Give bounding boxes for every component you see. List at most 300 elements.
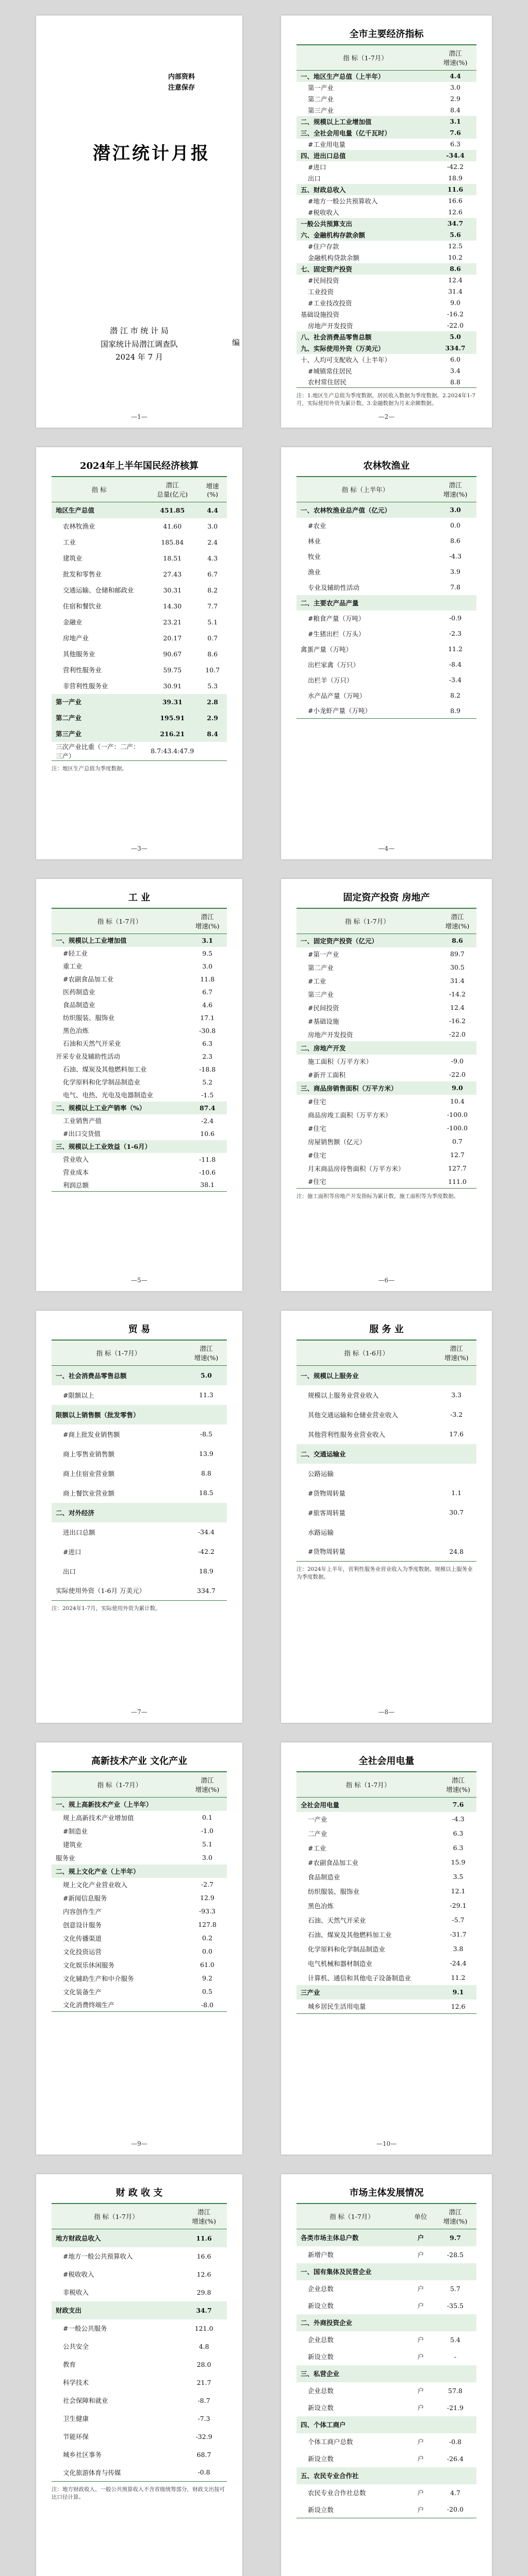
table-row — [52, 1865, 227, 1878]
row-value: 0.2 — [202, 1934, 212, 1942]
row-value — [407, 2416, 434, 2433]
table-head — [52, 1341, 227, 1366]
table-row — [296, 2433, 476, 2450]
row-value — [188, 1865, 227, 1878]
row-value: 17.1 — [200, 1013, 215, 1022]
table-row — [296, 1927, 476, 1942]
row-value: 3.0 — [207, 522, 218, 530]
table-row — [296, 1542, 476, 1562]
row-value: 6.7 — [202, 988, 213, 996]
table-row — [296, 533, 476, 549]
row-value: 8.8 — [434, 377, 476, 388]
row-label: 个体工商户总数 — [308, 2438, 353, 2446]
row-value — [407, 2263, 434, 2280]
row-label: #限额以上 — [63, 1391, 94, 1399]
row-label: 房屋销售额（亿元） — [308, 1138, 366, 1146]
row-value: 0.0 — [450, 521, 460, 529]
row-label: 文化投资运营 — [63, 1947, 102, 1956]
column-header-city_rate — [436, 1341, 476, 1366]
table-row — [296, 1122, 476, 1135]
data-table — [296, 45, 476, 388]
row-value: -22.0 — [449, 1030, 466, 1038]
row-label: 石油、煤炭及其他燃料加工业 — [308, 1930, 392, 1939]
page-title: 市场主体发展情况 — [349, 2188, 424, 2198]
row-value: 5.4 — [450, 2335, 460, 2344]
row-label: 水路运输 — [308, 1528, 334, 1536]
data-table — [52, 477, 227, 761]
row-label: 内容创作生产 — [63, 1907, 102, 1916]
row-label: 禽蛋产量（万吨） — [301, 645, 353, 653]
column-header-unit: 单位 — [407, 2204, 434, 2229]
table-row — [296, 2365, 476, 2382]
table-row — [296, 595, 476, 611]
row-label: #工业 — [308, 1844, 326, 1852]
page-number: —3— — [131, 845, 147, 852]
table-row — [52, 1905, 227, 1918]
table-row — [296, 184, 476, 195]
page-p12 — [281, 2174, 492, 2576]
row-label: #一般公共服务 — [63, 2325, 107, 2332]
row-value: -1.0 — [201, 1827, 214, 1835]
row-value: 2.8 — [198, 694, 227, 710]
row-label: 医药制造业 — [63, 988, 95, 996]
table-head — [52, 477, 227, 502]
header-city: 潜江 — [450, 1345, 463, 1352]
row-label: #出口交货值 — [63, 1130, 101, 1138]
header-city: 潜江 — [449, 49, 462, 57]
row-value: 8.6 — [207, 650, 218, 658]
table-row — [296, 354, 476, 365]
table-head — [296, 2204, 476, 2229]
row-label: #民间投资 — [308, 276, 339, 284]
table-row — [52, 630, 227, 646]
row-value: -0.9 — [449, 614, 462, 622]
table-row — [296, 518, 476, 533]
table-body — [52, 934, 227, 1192]
table-row — [52, 1024, 227, 1037]
row-value: 8.6 — [450, 537, 460, 545]
row-value: 59.75 — [163, 666, 182, 674]
row-label: #旅客周转量 — [308, 1509, 345, 1517]
row-value: 户 — [417, 2404, 424, 2412]
row-value: 451.85 — [146, 502, 198, 518]
row-value: 20.17 — [163, 634, 182, 642]
header-row — [296, 1341, 476, 1366]
row-value: -8.4 — [449, 660, 462, 668]
row-value: -34.4 — [434, 150, 476, 161]
table-row — [296, 1999, 476, 2014]
table-row — [52, 1089, 227, 1101]
table-row — [296, 688, 476, 703]
row-label: 第二产业 — [52, 710, 146, 726]
table-row — [52, 1838, 227, 1851]
table-row — [52, 1425, 227, 1444]
row-value: 4.4 — [434, 71, 476, 82]
row-value: 216.21 — [146, 726, 198, 742]
footnote: 注：施工面积等房地产开发指标为累计数，施工面积等为季度数据。 — [296, 1193, 459, 1199]
table-row — [296, 934, 476, 947]
row-label: #农业 — [308, 521, 326, 530]
cover-tag-line: 内部资料 — [168, 73, 195, 81]
row-label: 施工面积（万平方米） — [308, 1057, 373, 1065]
row-value: -20.0 — [434, 2501, 476, 2518]
row-label: 三、私营企业 — [296, 2365, 407, 2382]
column-header-city_rate — [434, 477, 476, 502]
row-value: 2.9 — [198, 710, 227, 726]
row-label: 企业总数 — [308, 2285, 334, 2293]
row-label: 文化消费终端生产 — [52, 1998, 188, 2012]
row-label: 房地产开发投资 — [308, 1030, 353, 1039]
publisher-org2: 国家统计局潜江调查队 — [100, 339, 178, 349]
row-value: 30.31 — [163, 586, 182, 594]
table-row — [296, 1014, 476, 1028]
table-row — [52, 678, 227, 694]
header-rate: 增速(%) — [446, 1786, 470, 1793]
column-header-city_rate — [440, 1772, 476, 1798]
table-row — [296, 241, 476, 252]
row-value: -26.4 — [447, 2454, 464, 2463]
row-label: 石油和天然气开采业 — [63, 1040, 121, 1047]
row-value: 9.5 — [202, 949, 213, 957]
row-value: -5.7 — [452, 1916, 465, 1924]
table-row — [296, 150, 476, 161]
row-value: -4.3 — [449, 552, 462, 560]
row-value: 8.9 — [434, 703, 476, 719]
page-p5 — [36, 879, 242, 1291]
table-row — [52, 1998, 227, 2012]
column-header-city_rate — [434, 2204, 476, 2229]
data-table — [52, 1772, 227, 2012]
row-label: 工业销售产值 — [63, 1117, 102, 1125]
row-value: - — [454, 2352, 457, 2361]
row-label: 新设立数 — [308, 2302, 334, 2310]
row-value: -7.3 — [197, 2414, 210, 2422]
page-number: —10— — [376, 2140, 397, 2147]
table-row — [52, 710, 227, 726]
row-label: 创意设计服务 — [63, 1921, 102, 1929]
row-label: 一、规模以上工业增加值 — [52, 934, 188, 947]
row-value — [407, 2314, 434, 2331]
page-p6 — [281, 879, 492, 1291]
table-row — [296, 173, 476, 184]
row-label: 第二产业 — [308, 95, 334, 103]
row-label: 黑色冶炼 — [63, 1027, 89, 1035]
row-label: 石油、煤炭及其他燃料加工业 — [63, 1065, 147, 1073]
row-value: 11.6 — [434, 184, 476, 195]
row-label: 电气、电热、光电及电器制造业 — [63, 1091, 154, 1099]
table-row — [296, 1812, 476, 1826]
row-value: -42.2 — [447, 163, 464, 171]
row-label: 教育 — [63, 2361, 76, 2368]
row-value: 21.7 — [196, 2378, 211, 2386]
row-value: 3.0 — [434, 502, 476, 518]
row-label: 交通运输、仓储和邮政业 — [63, 586, 134, 594]
row-label: #工业 — [308, 977, 326, 985]
row-value: 12.9 — [200, 1894, 214, 1902]
row-value: -1.5 — [201, 1091, 214, 1099]
row-value: 7.6 — [440, 1798, 476, 1812]
table-row — [52, 2301, 227, 2319]
header-rate: 增速(%) — [195, 1786, 220, 1793]
row-value: 3.3 — [451, 1391, 462, 1399]
table-row — [296, 1028, 476, 1041]
row-value: 户 — [417, 2285, 424, 2293]
header-row — [52, 1341, 227, 1366]
table-row — [52, 1891, 227, 1905]
row-value: 28.0 — [196, 2360, 211, 2368]
row-label: 文化装备生产 — [63, 1988, 102, 1996]
row-label: 三、规模以上工业效益（1-6月） — [52, 1140, 188, 1153]
header-row — [52, 2204, 227, 2229]
table-row — [296, 2331, 476, 2348]
table-row — [296, 974, 476, 988]
row-label: #工业技改投资 — [308, 299, 352, 307]
header-city: 潜江 — [166, 481, 179, 489]
table-row — [296, 961, 476, 974]
row-value: 87.4 — [188, 1101, 227, 1114]
table-head — [296, 1772, 476, 1798]
column-header-city_rate — [438, 909, 476, 934]
table-row — [296, 275, 476, 286]
row-value: 3.1 — [188, 934, 227, 947]
table-row — [296, 2382, 476, 2399]
row-label: #制造业 — [63, 1827, 88, 1835]
table-row — [296, 703, 476, 719]
table-row — [52, 1076, 227, 1089]
row-value: -10.6 — [199, 1168, 216, 1176]
table-row — [296, 1108, 476, 1122]
header-rate: 增速(%) — [195, 922, 220, 930]
row-value: 5.0 — [186, 1366, 227, 1385]
row-value: 1.1 — [451, 1489, 462, 1497]
table-row — [52, 2446, 227, 2464]
row-value: 5.1 — [207, 618, 218, 626]
row-value: 68.7 — [196, 2450, 211, 2459]
table-row — [52, 1562, 227, 1581]
row-label: 其他交通运输和仓储业营业收入 — [308, 1411, 399, 1419]
row-label: 利润总额 — [52, 1179, 188, 1192]
table-row — [52, 1011, 227, 1024]
header-city: 潜江 — [452, 1776, 465, 1784]
table-row — [52, 614, 227, 630]
row-label: 专业及辅助性活动 — [308, 583, 360, 591]
table-head — [52, 2204, 227, 2229]
row-value: 9.0 — [450, 299, 460, 307]
data-table — [296, 2204, 476, 2518]
row-label: 新设立数 — [308, 2353, 334, 2361]
table-row — [296, 82, 476, 93]
row-value: -35.5 — [447, 2301, 464, 2310]
row-label: 开采专业及辅助性活动 — [56, 1053, 121, 1060]
row-label: 金融机构贷款余额 — [308, 253, 360, 262]
row-label: 商上住宿业营业额 — [63, 1469, 115, 1478]
row-value: 0.5 — [202, 1988, 212, 1995]
table-body — [52, 502, 227, 761]
data-table — [52, 1341, 227, 1601]
page-number: —6— — [378, 1277, 395, 1284]
table-row — [52, 1542, 227, 1562]
table-row — [52, 550, 227, 566]
row-value — [434, 2263, 476, 2280]
table-row — [296, 2399, 476, 2416]
column-header-ind: 指 标（1-7月） — [52, 1341, 186, 1366]
row-label: #住宅 — [308, 1097, 326, 1106]
row-value: -8.0 — [188, 1998, 227, 2012]
row-label: 第三产业 — [308, 106, 334, 114]
row-value: -34.4 — [197, 1528, 214, 1536]
row-value: 13.9 — [199, 1450, 213, 1458]
header-rate: 增速(%) — [192, 2217, 216, 2225]
row-value: -31.7 — [450, 1930, 467, 1938]
row-value: 8.2 — [207, 586, 218, 594]
table-row — [52, 1945, 227, 1958]
row-label: #工业用电量 — [308, 140, 345, 148]
row-value: 12.4 — [450, 1004, 465, 1011]
row-value: 38.1 — [188, 1179, 227, 1192]
table-row — [296, 611, 476, 626]
row-label: 新增户数 — [308, 2251, 334, 2259]
row-label: 三产业 — [296, 1985, 440, 1999]
row-value: -100.0 — [447, 1124, 468, 1132]
table-row — [296, 1366, 476, 1385]
row-value: 4.8 — [199, 2342, 209, 2350]
row-value: 7.8 — [450, 583, 460, 591]
table-row — [296, 1985, 476, 1999]
row-value: 31.4 — [448, 287, 463, 295]
row-value: -0.8 — [181, 2464, 227, 2482]
table-row — [52, 1464, 227, 1483]
row-label: 住宿和餐饮业 — [63, 602, 102, 610]
table-row — [296, 2297, 476, 2314]
header-rate: 增速(%) — [445, 922, 470, 930]
row-value — [407, 2365, 434, 2382]
row-label: 二、规模以上工业增加值 — [296, 116, 434, 127]
table-row — [52, 2355, 227, 2374]
table-row — [52, 986, 227, 998]
table-row — [296, 502, 476, 518]
row-label: 牧业 — [308, 552, 321, 561]
row-label: 一产业 — [308, 1815, 327, 1823]
page-p4 — [281, 447, 492, 859]
row-label: 第一产业 — [308, 83, 334, 92]
data-table — [296, 1772, 476, 2014]
row-label: #住宅 — [308, 1124, 326, 1132]
row-value: 89.7 — [450, 950, 465, 958]
row-label: 公共安全 — [63, 2343, 89, 2350]
row-value: 8.8 — [201, 1469, 211, 1477]
table-row — [296, 207, 476, 218]
column-header-ind: 指 标 — [52, 477, 146, 502]
table-row — [52, 1985, 227, 1998]
row-value: -21.9 — [447, 2403, 464, 2412]
table-body — [52, 2229, 227, 2482]
row-label: 限额以上销售额（批发零售） — [52, 1405, 186, 1425]
data-table — [296, 477, 476, 719]
row-label: 第一产业 — [52, 694, 146, 710]
column-header-city_total — [146, 477, 198, 502]
column-header-ind: 指 标（1-7月） — [52, 909, 188, 934]
row-value: 户 — [417, 2353, 424, 2361]
row-value: 8.6 — [438, 934, 476, 947]
row-value: 户 — [407, 2229, 434, 2246]
row-label: 文化传播渠道 — [63, 1934, 102, 1942]
table-row — [52, 726, 227, 742]
page-title: 财 政 收 支 — [116, 2188, 163, 2198]
row-value: 7.7 — [207, 602, 218, 610]
table-row — [52, 1166, 227, 1179]
table-row — [296, 2280, 476, 2297]
table-row — [52, 1153, 227, 1166]
table-row — [296, 947, 476, 961]
row-label: 进出口总额 — [63, 1528, 95, 1536]
table-head — [52, 909, 227, 934]
page-number: —1— — [131, 413, 147, 420]
row-label: 一、地区生产总值（上半年） — [296, 71, 434, 82]
row-value: 18.9 — [448, 174, 463, 182]
row-label: 化学原料和化学制品制造业 — [63, 1078, 141, 1086]
row-value: -4.3 — [452, 1815, 465, 1823]
row-label: 营业收入 — [63, 1156, 89, 1163]
row-label: 财政支出 — [52, 2301, 181, 2319]
page-cover — [36, 15, 242, 428]
table-row — [296, 365, 476, 377]
row-value: 2.9 — [450, 95, 460, 103]
row-label: #农副食品加工业 — [308, 1858, 358, 1867]
row-value — [198, 742, 227, 761]
row-value: -11.8 — [199, 1155, 216, 1163]
row-value: 户 — [417, 2336, 424, 2344]
page-number: —5— — [131, 1277, 147, 1284]
row-value: 11.3 — [199, 1391, 213, 1399]
row-value: 9.1 — [440, 1985, 476, 1999]
table-body — [296, 934, 476, 1189]
row-label: 其他营利性服务业营业收入 — [308, 1430, 386, 1438]
row-value: 17.6 — [449, 1430, 464, 1438]
table-row — [296, 1081, 476, 1095]
row-label: 地区生产总值 — [52, 502, 146, 518]
page-number: —9— — [131, 2140, 147, 2147]
row-label: 其他服务业 — [63, 650, 95, 658]
row-label: 纺织服装、服饰业 — [308, 1887, 360, 1895]
column-header-city_rate — [434, 45, 476, 71]
header-city: 潜江 — [197, 2208, 211, 2216]
row-label: 七、固定资产投资 — [296, 263, 434, 275]
table-body — [296, 2229, 476, 2518]
row-value: -2.7 — [201, 1880, 214, 1888]
row-value — [434, 2314, 476, 2331]
table-row — [296, 2501, 476, 2518]
table-row — [52, 1179, 227, 1192]
row-label: 八、社会消费品零售总额 — [296, 331, 434, 343]
page-number: —2— — [378, 413, 395, 420]
row-value: 334.7 — [434, 343, 476, 354]
publisher — [36, 325, 242, 364]
header-row — [52, 1772, 227, 1798]
row-label: 建筑业 — [63, 554, 82, 562]
row-value: -100.0 — [447, 1111, 468, 1118]
row-value: 127.8 — [198, 1921, 217, 1928]
row-value: 户 — [417, 2387, 424, 2395]
row-value: 户 — [417, 2302, 424, 2310]
row-value: 2.3 — [202, 1052, 213, 1060]
row-value: 0.0 — [202, 1947, 212, 1955]
table-row — [296, 331, 476, 343]
row-value: -28.5 — [447, 2250, 464, 2259]
table-row — [296, 1870, 476, 1884]
row-label: 林业 — [308, 537, 321, 545]
table-row — [296, 2467, 476, 2484]
row-label: 社会保障和就业 — [63, 2397, 108, 2404]
